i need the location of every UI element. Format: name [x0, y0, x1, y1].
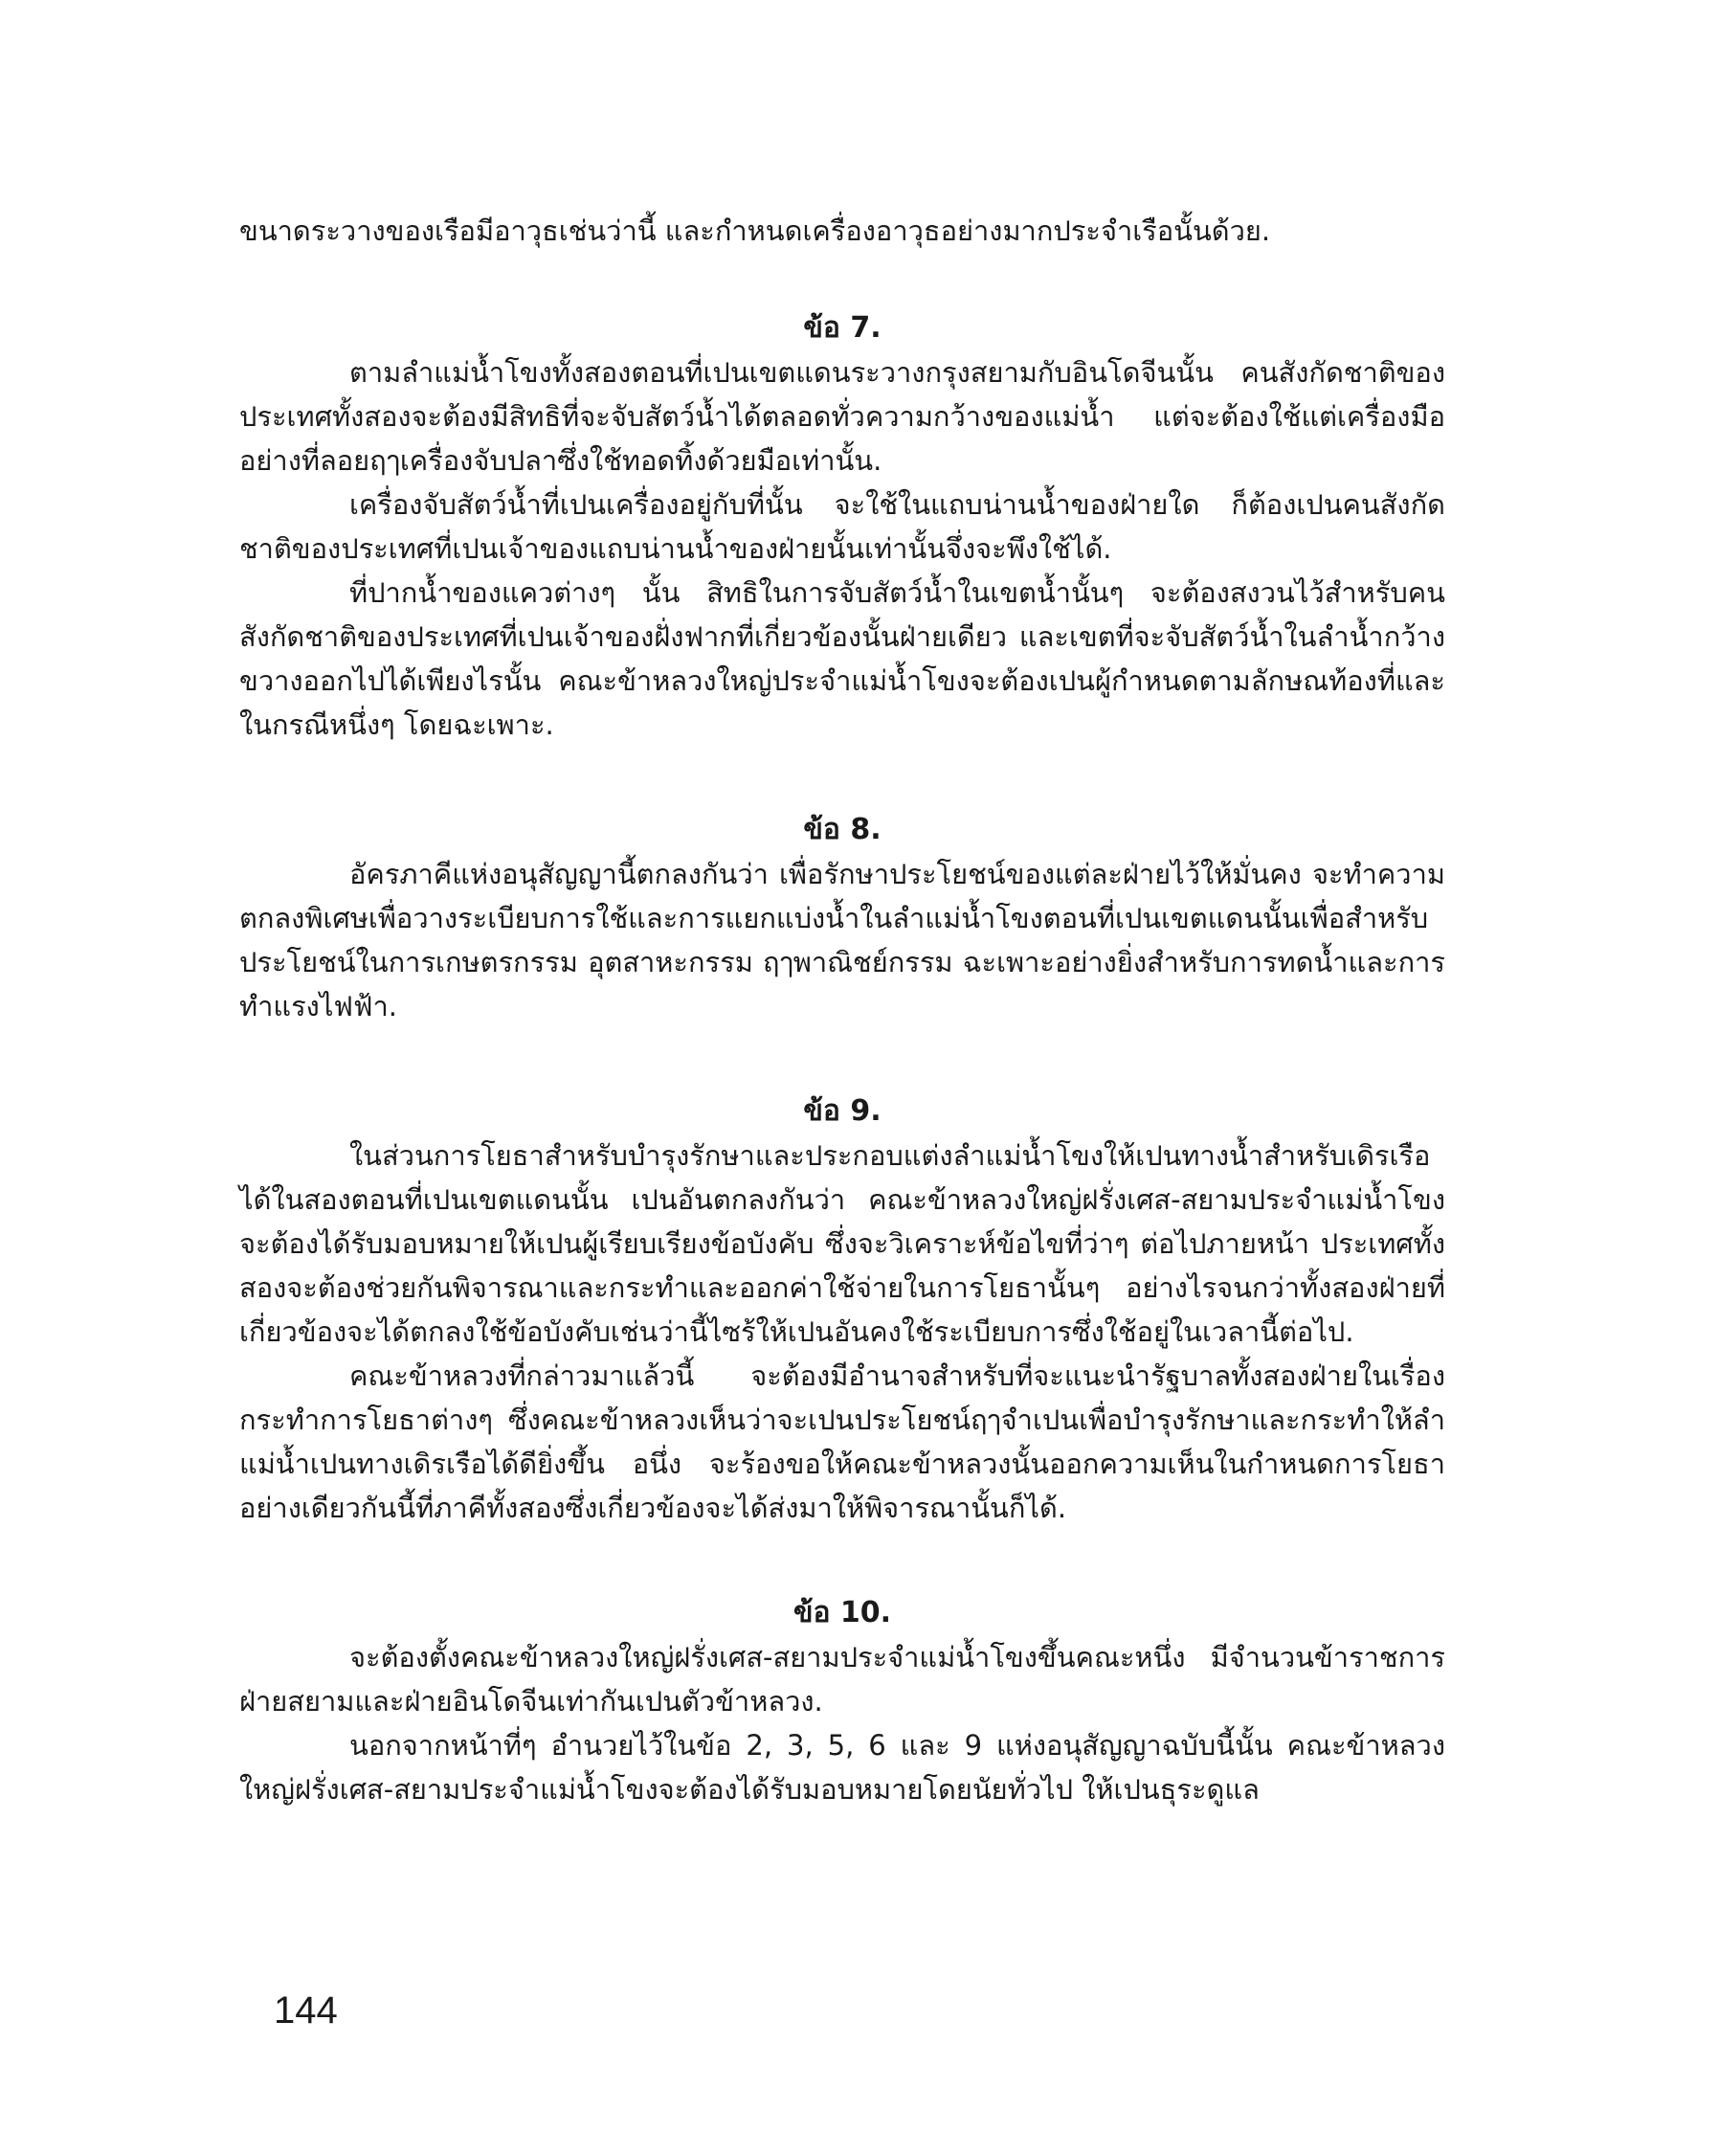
- section-7-paragraph-3: ที่ปากน้ำของแควต่างๆ นั้น สิทธิในการจับสัตว์น้ำในเขตน้ำนั้นๆ จะต้องสงวนไว้สำหรับคนสังกัดชาติของประเทศที่เปนเจ้าของฝั่งฟากที่เกี่ยวข้องนั้นฝ่ายเดียว และเขตที่จะจับสัตว์น้ำในลำน้ำกว้างขวางออกไปได้เพียงไรนั้น คณะข้าหลวงใหญ่ประจำแม่น้ำโขงจะต้องเปนผู้กำหนดตามลักษณท้องที่และในกรณีหนึ่งๆ โดยฉะเพาะ.: [239, 576, 1445, 741]
- section-title-7: ข้อ 7.: [803, 311, 882, 345]
- section-7-paragraph-1: ตามลำแม่น้ำโขงทั้งสองตอนที่เปนเขตแดนระวางกรุงสยามกับอินโดจีนนั้น คนสังกัดชาติของประเทศทั้งสองจะต้องมีสิทธิที่จะจับสัตว์น้ำได้ตลอดทั่วความกว้างของแม่น้ำ แต่จะต้องใช้แต่เครื่องมืออย่างที่ลอยฤๅเครื่องจับปลาซึ่งใช้ทอดทิ้งด้วยมือเท่านั้น.: [239, 356, 1445, 477]
- intro-paragraph: ขนาดระวางของเรือมีอาวุธเช่นว่านี้ และกำหนดเครื่องอาวุธอย่างมากประจำเรือนั้นด้วย.: [239, 214, 1271, 247]
- document-body: [239, 209, 1445, 1811]
- section-9-paragraph-1: ในส่วนการโยธาสำหรับบำรุงรักษาและประกอบแต่งลำแม่น้ำโขงให้เปนทางน้ำสำหรับเดิรเรือได้ในสองตอนที่เปนเขตแดนนั้น เปนอันตกลงกันว่า คณะข้าหลวงใหญ่ฝรั่งเศส-สยามประจำแม่น้ำโขง จะต้องได้รับมอบหมายให้เปนผู้เรียบเรียงข้อบังคับ ซึ่งจะวิเคราะห์ข้อไขที่ว่าๆ ต่อไปภายหน้า ประเทศทั้งสองจะต้องช่วยกันพิจารณาและกระทำและออกค่าใช้จ่ายในการโยธานั้นๆ อย่างไรจนกว่าทั้งสองฝ่ายที่เกี่ยวข้องจะได้ตกลงใช้ข้อบังคับเช่นว่านี้ไซร้ให้เปนอันคงใช้ระเบียบการซึ่งใช้อยู่ในเวลานี้ต่อไป.: [239, 1139, 1445, 1348]
- section-8-paragraph-1: อัครภาคีแห่งอนุสัญญานี้ตกลงกันว่า เพื่อรักษาประโยชน์ของแต่ละฝ่ายไว้ให้มั่นคง จะทำความตกลงพิเศษเพื่อวางระเบียบการใช้และการแยกแบ่งน้ำในลำแม่น้ำโขงตอนที่เปนเขตแดนนั้นเพื่อสำหรับประโยชน์ในการเกษตรกรรม อุตสาหะกรรม ฤๅพาณิชย์กรรม ฉะเพาะอย่างยิ่งสำหรับการทดน้ำและการทำแรงไฟฟ้า.: [239, 858, 1445, 1022]
- page-number: 144: [274, 1989, 338, 2032]
- section-9-paragraph-2: คณะข้าหลวงที่กล่าวมาแล้วนี้ จะต้องมีอำนาจสำหรับที่จะแนะนำรัฐบาลทั้งสองฝ่ายในเรื่องกระทำการโยธาต่างๆ ซึ่งคณะข้าหลวงเห็นว่าจะเปนประโยชน์ฤๅจำเปนเพื่อบำรุงรักษาและกระทำให้ลำแม่น้ำเปนทางเดิรเรือได้ดียิ่งขึ้น อนึ่ง จะร้องขอให้คณะข้าหลวงนั้นออกความเห็นในกำหนดการโยธาอย่างเดียวกันนี้ที่ภาคีทั้งสองซึ่งเกี่ยวข้องจะได้ส่งมาให้พิจารณานั้นก็ได้.: [239, 1359, 1445, 1524]
- section-title-8: ข้อ 8.: [803, 813, 882, 846]
- section-title-9: ข้อ 9.: [803, 1094, 882, 1128]
- section-10-paragraph-2: นอกจากหน้าที่ๆ อำนวยไว้ในข้อ 2, 3, 5, 6 และ 9 แห่งอนุสัญญาฉบับนี้นั้น คณะข้าหลวงใหญ่ฝรั่งเศส-สยามประจำแม่น้ำโขงจะต้องได้รับมอบหมายโดยนัยทั่วไป ให้เปนธุระดูแล: [239, 1729, 1445, 1806]
- section-10-paragraph-1: จะต้องตั้งคณะข้าหลวงใหญ่ฝรั่งเศส-สยามประจำแม่น้ำโขงขึ้นคณะหนึ่ง มีจำนวนข้าราชการฝ่ายสยามและฝ่ายอินโดจีนเท่ากันเปนตัวข้าหลวง.: [239, 1641, 1445, 1718]
- section-7-paragraph-2: เครื่องจับสัตว์น้ำที่เปนเครื่องอยู่กับที่นั้น จะใช้ในแถบน่านน้ำของฝ่ายใด ก็ต้องเปนคนสังกัดชาติของประเทศที่เปนเจ้าของแถบน่านน้ำของฝ่ายนั้นเท่านั้นจึ่งจะพึงใช้ได้.: [239, 488, 1445, 565]
- section-title-10: ข้อ 10.: [793, 1596, 892, 1629]
